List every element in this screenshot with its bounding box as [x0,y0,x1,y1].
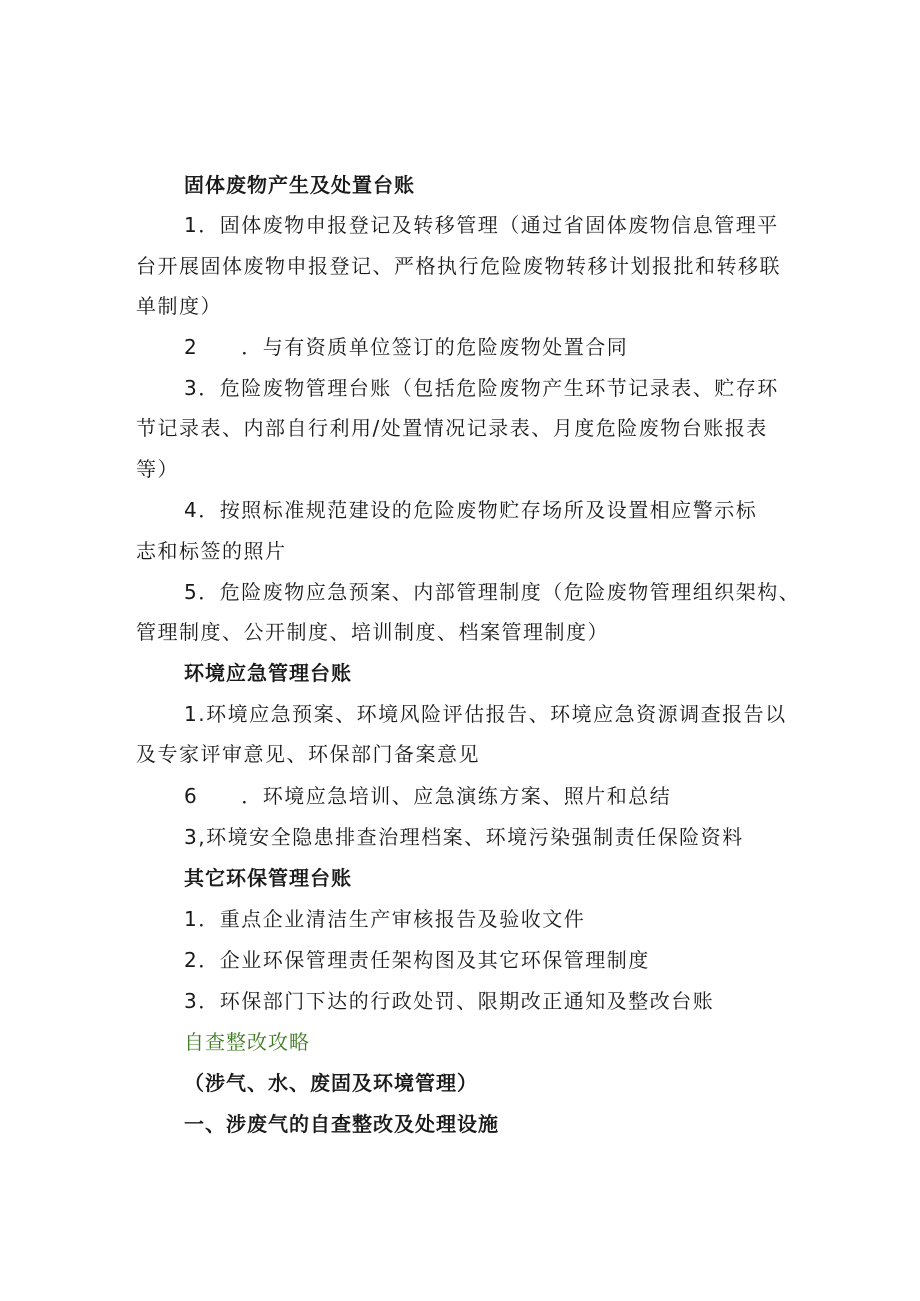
paragraph-line: 1．固体废物申报登记及转移管理（通过省固体废物信息管理平 [184,213,779,237]
paragraph-line: 台开展固体废物申报登记、严格执行危险废物转移计划报批和转移联 [136,254,781,278]
paragraph-line: 2．企业环保管理责任架构图及其它环保管理制度 [184,948,650,972]
paragraph-line: 1.环境应急预案、环境风险评估报告、环境应急资源调查报告以 [184,702,787,726]
paragraph-line: 3．环保部门下达的行政处罚、限期改正通知及整改台账 [184,989,715,1013]
paragraph-line: 2 ．与有资质单位签订的危险废物处置合同 [184,335,629,359]
paragraph-line: 节记录表、内部自行利用/处置情况记录表、月度危险废物台账报表 [136,416,768,440]
paragraph-line: 5．危险废物应急预案、内部管理制度（危险废物管理组织架构、 [184,580,801,604]
section-heading-other: 其它环保管理台账 [184,866,352,890]
paragraph-line: 单制度） [136,294,222,318]
paragraph-line: 1．重点企业清洁生产审核报告及验收文件 [184,907,586,931]
section-heading-solid-waste: 固体废物产生及处置台账 [184,173,415,197]
paragraph-line: 管理制度、公开制度、培训制度、档案管理制度） [136,620,609,644]
section-subtitle: （涉气、水、废固及环境管理） [184,1071,478,1095]
section-heading-emergency: 环境应急管理台账 [184,661,352,685]
paragraph-line: 3．危险废物管理台账（包括危险废物产生环节记录表、贮存环 [184,376,779,400]
section-heading-waste-gas: 一、涉废气的自查整改及处理设施 [184,1112,499,1136]
paragraph-line: 4．按照标准规范建设的危险废物贮存场所及设置相应警示标 [184,498,758,522]
paragraph-line: 及专家评审意见、环保部门备案意见 [136,742,480,766]
paragraph-line: 等） [136,457,179,481]
paragraph-line: 6 ．环境应急培训、应急演练方案、照片和总结 [184,784,672,808]
section-title-self-check: 自查整改攻略 [184,1030,310,1054]
paragraph-line: 3,环境安全隐患排查治理档案、环境污染强制责任保险资料 [184,825,744,849]
paragraph-line: 志和标签的照片 [136,539,287,563]
